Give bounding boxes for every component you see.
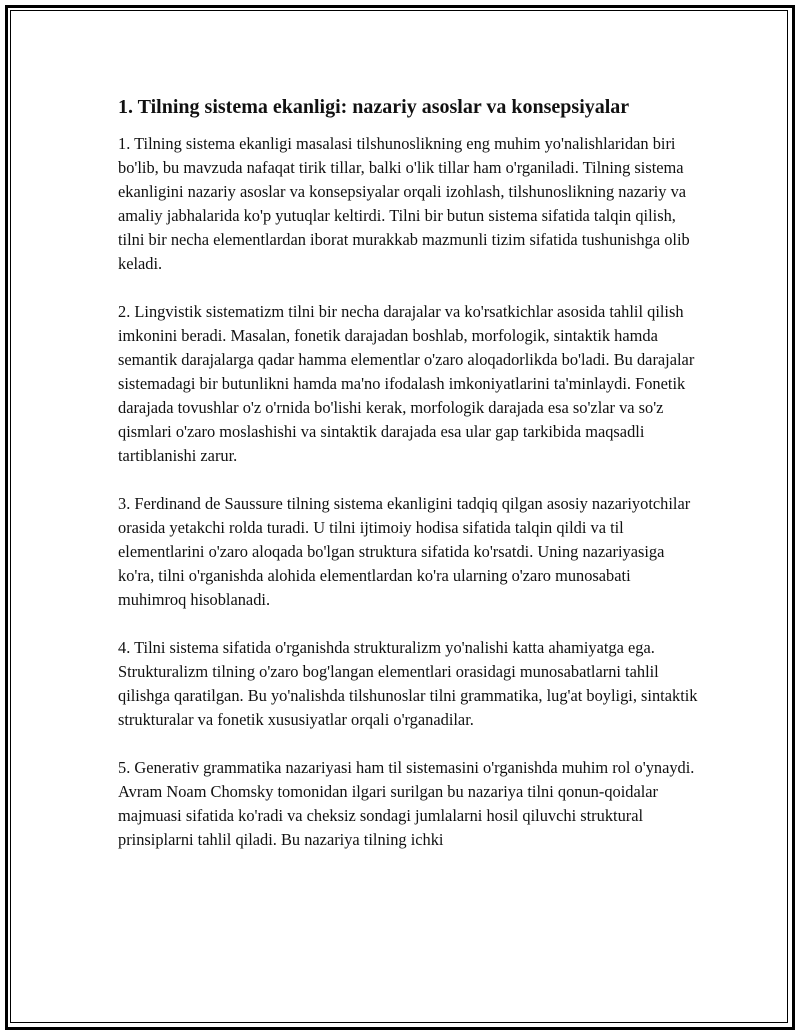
paragraph-2: 2. Lingvistik sistematizm tilni bir necha darajalar va ko'rsatkichlar asosida tahlil qilish imkonini beradi. Masalan, fonetik darajadan boshlab, morfologik, sintaktik hamda semantik darajalarga qadar hamma elementlar o'zaro aloqadorlikda bo'ladi. Bu darajalar sistemadagi bir butunlikni hamda ma'no ifodalash imkoniyatlarini ta'minlaydi. Fonetik darajada tovushlar o'z o'rnida bo'lishi kerak, morfologik darajada esa so'zlar va so'z qismlari o'zaro moslashishi va sintaktik darajada esa ular gap tarkibida maqsadli tartiblanishi zarur.: [118, 302, 695, 465]
document-body: [118, 94, 698, 876]
paragraph-1: 1. Tilning sistema ekanligi masalasi tilshunoslikning eng muhim yo'nalishlaridan biri bo'lib, bu mavzuda nafaqat tirik tillar, balki o'lik tillar ham o'rganiladi. Tilning sistema ekanligini nazariy asoslar va konsepsiyalar orqali izohlash, tilshunoslikning nazariy va amaliy jabhalarida ko'p yutuqlar keltirdi. Tilni bir butun sistema sifatida talqin qilish, tilni bir necha elementlardan iborat murakkab mazmunli tizim sifatida tushunishga olib keladi.: [118, 134, 690, 273]
document-title: 1. Tilning sistema ekanligi: nazariy asoslar va konsepsiyalar: [118, 96, 630, 118]
paragraph-5: 5. Generativ grammatika nazariyasi ham til sistemasini o'rganishda muhim rol o'ynaydi. Avram Noam Chomsky tomonidan ilgari surilgan bu nazariya tilni qonun-qoidalar majmuasi sifatida ko'radi va cheksiz sondagi jumlalarni hosil qiluvchi struktural prinsiplarni tahlil qiladi. Bu nazariya tilning ichki: [118, 758, 695, 849]
paragraph-3: 3. Ferdinand de Saussure tilning sistema ekanligini tadqiq qilgan asosiy nazariyotchilar orasida yetakchi rolda turadi. U tilni ijtimoiy hodisa sifatida talqin qildi va til elementlarini o'zaro aloqada bo'lgan struktura sifatida ko'rsatdi. Uning nazariyasiga ko'ra, tilni o'rganishda alohida elementlardan ko'ra ularning o'zaro munosabati muhimroq hisoblanadi.: [118, 494, 691, 609]
paragraph-4: 4. Tilni sistema sifatida o'rganishda strukturalizm yo'nalishi katta ahamiyatga ega. Strukturalizm tilning o'zaro bog'langan elementlari orasidagi munosabatlarni tahlil qilishga qaratilgan. Bu yo'nalishda tilshunoslar tilni grammatika, lug'at boyligi, sintaktik strukturalar va fonetik xususiyatlar orqali o'rganadilar.: [118, 638, 698, 729]
